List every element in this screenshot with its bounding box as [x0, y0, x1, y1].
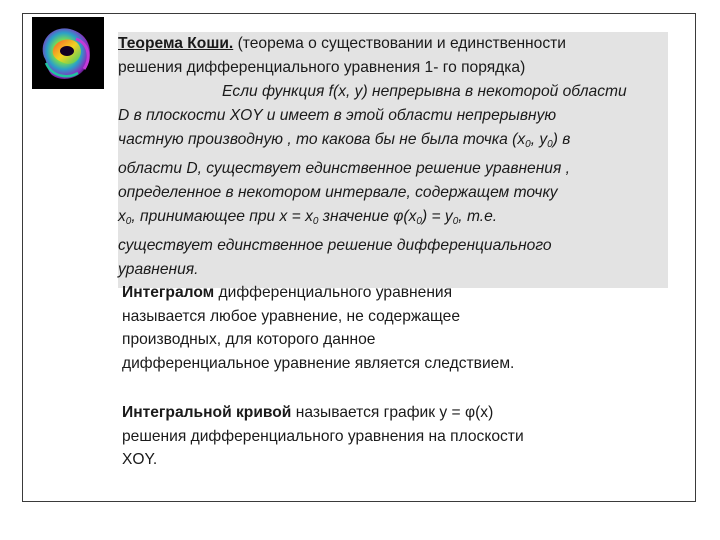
theorem-statement-line-5: определенное в некотором интервале, содержащем точку — [118, 184, 558, 201]
integral-term: Интегралом — [122, 284, 215, 301]
theorem-title-rest: (теорема о существовании и единственности — [233, 35, 566, 52]
theorem-statement-line-6: $x_0$, принимающее при $x = x_0$ значение $\varphi(x_0) = y_0$, т.е. — [118, 208, 498, 227]
theorem-statement-line-4: области D, существует единственное решение уравнения , — [118, 160, 570, 177]
integral-definition: Интегралом дифференциального уравнения называется любое уравнение, не содержащее производных, для которого данное дифференциальное уравнение является следствием. — [122, 284, 515, 372]
theorem-statement-line-8: уравнения. — [118, 261, 199, 278]
theorem-title: Теорема Коши. — [118, 35, 234, 52]
torus-logo-icon — [32, 17, 104, 89]
integral-curve-term: Интегральной кривой — [122, 404, 292, 421]
theorem-title-line-2: решения дифференциального уравнения 1- го порядка) — [118, 59, 526, 76]
theorem-statement-line-1: Если функция f(x, y) непрерывна в некоторой области — [222, 83, 627, 100]
theorem-title-line — [118, 32, 668, 56]
theorem-block — [118, 32, 668, 288]
theorem-statement-line-2: D в плоскости XOY и имеет в этой области непрерывную — [118, 107, 557, 124]
theorem-statement-line-3: частную производную , то какова бы не была точка ($x_0$, $y_0$) в — [118, 131, 571, 150]
integral-curve-definition: Интегральной кривой называется график y = φ(x) решения дифференциального уравнения на плоскости XOY. — [122, 404, 524, 468]
theorem-statement-line-7: существует единственное решение дифференциального — [118, 237, 552, 254]
